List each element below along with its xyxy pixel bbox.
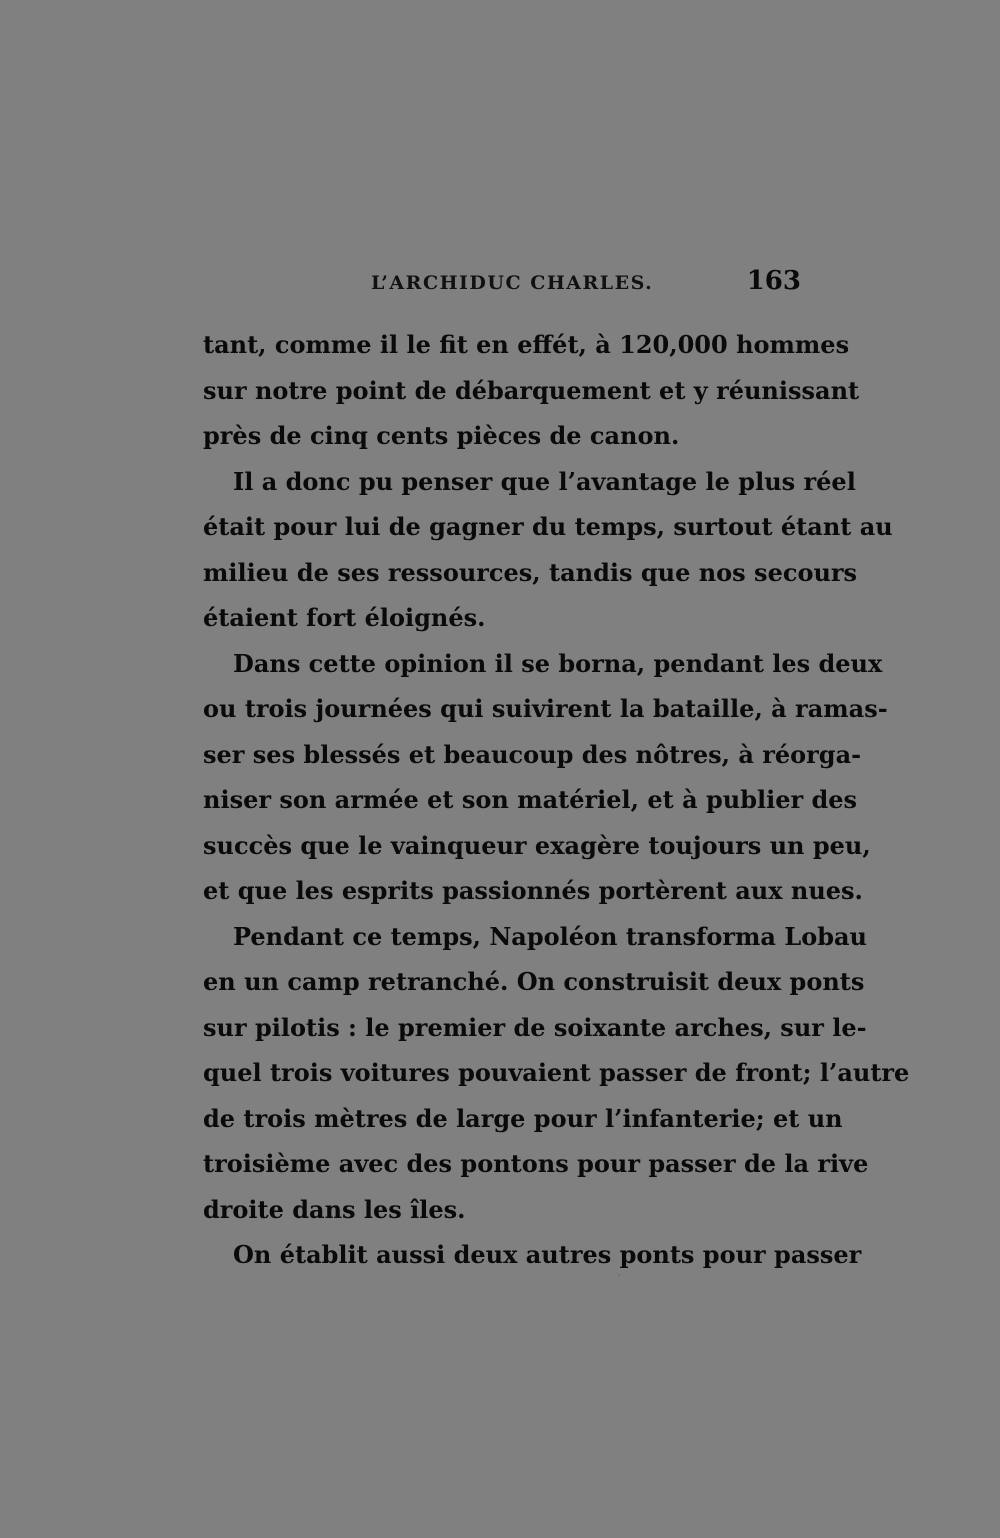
text-line: succès que le vainqueur exagère toujours un peu,	[203, 830, 871, 860]
paragraph-first-line: Pendant ce temps, Napoléon transforma Lobau	[233, 921, 867, 951]
text-line: de trois mètres de large pour l’infanterie; et un	[203, 1103, 843, 1133]
paragraph-first-line: Il a donc pu penser que l’avantage le plus réel	[233, 466, 856, 496]
text-line: quel trois voitures pouvaient passer de front; l’autre	[203, 1058, 910, 1087]
text-line: sur notre point de débarquement et y réunissant	[203, 375, 860, 405]
body-text	[203, 322, 910, 1278]
text-line: milieu de ses ressources, tandis que nos secours	[203, 557, 858, 587]
text-line: ou trois journées qui suivirent la bataille, à ramas-	[203, 694, 888, 723]
text-line: ser ses blessés et beaucoup des nôtres, à réorga-	[203, 739, 862, 769]
paragraph-first-line: On établit aussi deux autres ponts pour passer	[233, 1240, 862, 1269]
text-line: était pour lui de gagner du temps, surtout étant au	[203, 512, 893, 541]
text-line: près de cinq cents pièces de canon.	[203, 421, 680, 450]
paper-speck	[618, 1274, 620, 1276]
text-line: droite dans les îles.	[203, 1194, 466, 1224]
paragraph-first-line: Dans cette opinion il se borna, pendant les deux	[233, 648, 883, 678]
text-line: en un camp retranché. On construisit deux ponts	[203, 967, 865, 996]
text-line: troisième avec des pontons pour passer de la rive	[203, 1149, 869, 1178]
running-head	[203, 268, 803, 302]
page-number: 163	[746, 266, 801, 296]
text-line: sur pilotis : le premier de soixante arches, sur le-	[203, 1012, 867, 1042]
text-line: tant, comme il le fit en effét, à 120,000 hommes	[203, 330, 850, 359]
text-line: et que les esprits passionnés portèrent aux nues.	[203, 876, 863, 905]
running-title: L’ARCHIDUC CHARLES.	[371, 272, 654, 294]
text-line: niser son armée et son matériel, et à publier des	[203, 785, 858, 814]
text-line: étaient fort éloignés.	[203, 603, 486, 632]
